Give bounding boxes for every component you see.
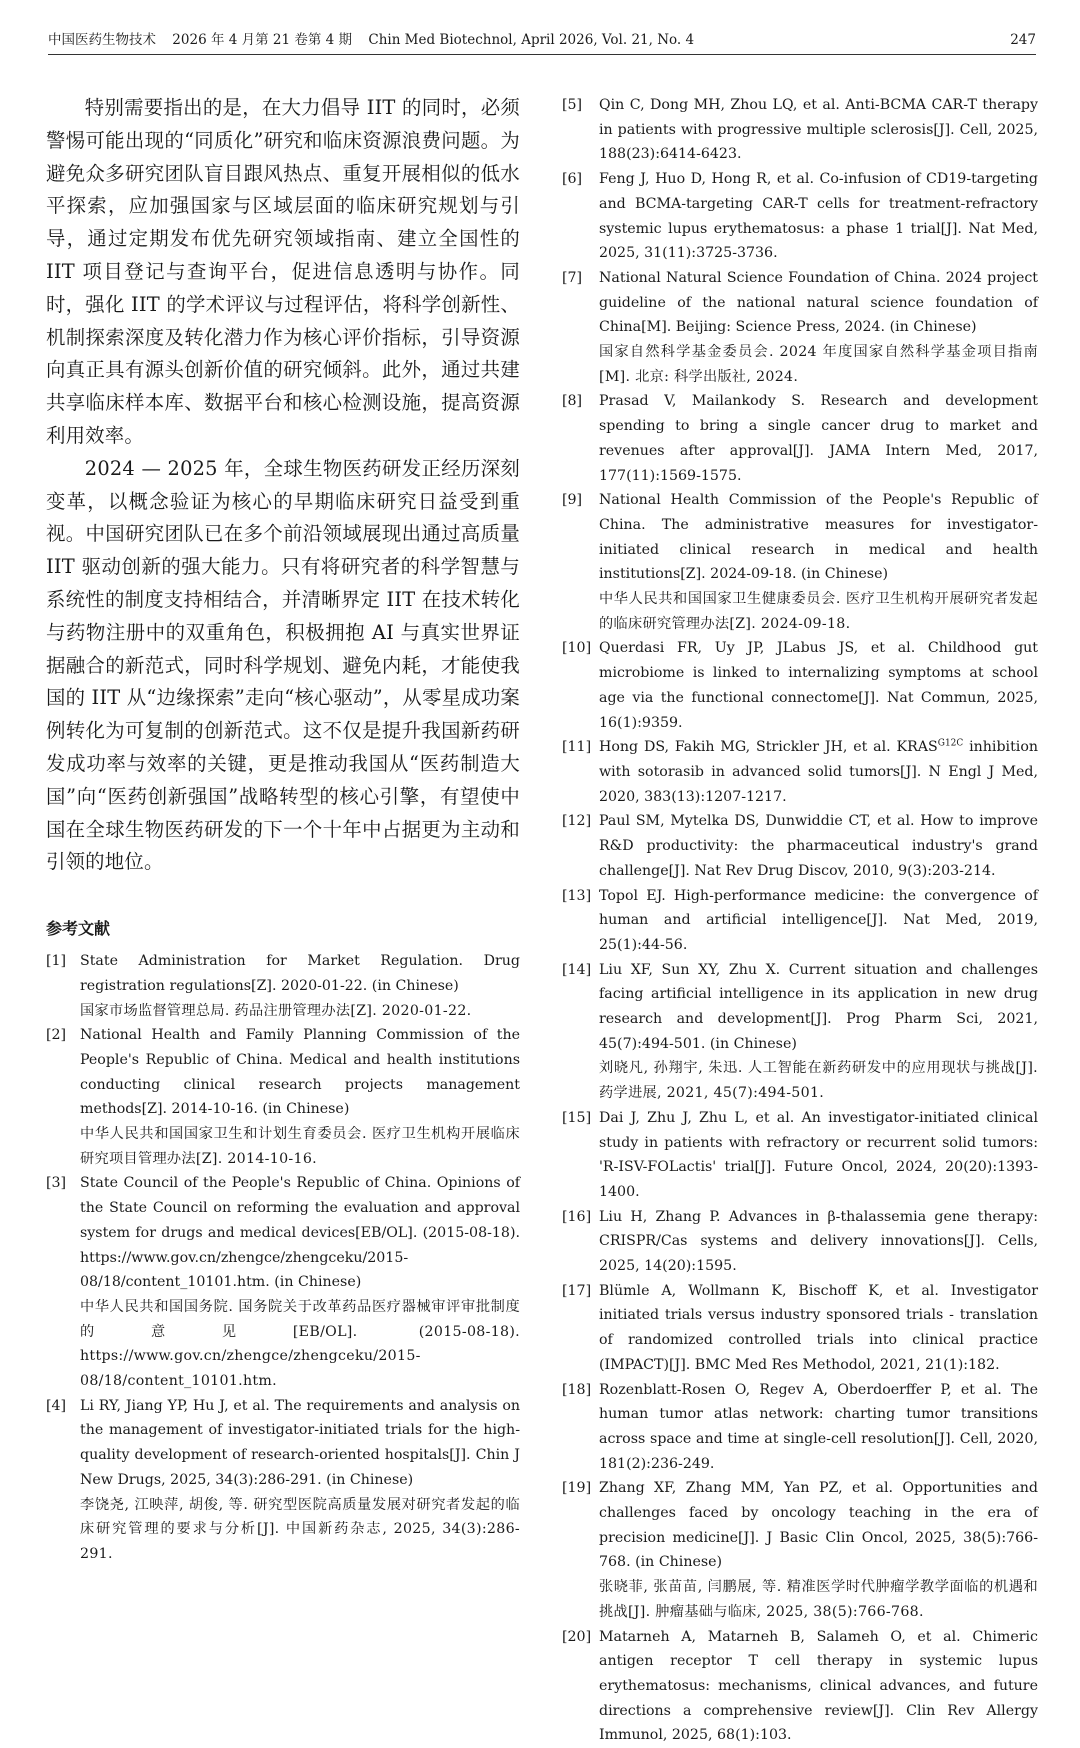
page-number: 247 <box>1010 32 1036 48</box>
reference-english: Matarneh A, Matarneh B, Salameh O, et al. Chimeric antigen receptor T cell therapy in systemic lupus erythematosus: mechanisms, clinical advances, and future directions a comprehensive review[J]. Clin Rev Allergy Immunol, 2025, 68(1):103. <box>599 1628 1038 1744</box>
reference-item <box>562 1279 1038 1378</box>
reference-number: [3] <box>46 1175 67 1192</box>
header-issue-cn: 2026 年 4 月第 21 卷第 4 期 <box>172 32 353 48</box>
reference-item <box>562 488 1038 636</box>
reference-item <box>562 1205 1038 1279</box>
reference-number: [11] <box>562 739 592 756</box>
reference-english: Topol EJ. High-performance medicine: the convergence of human and artificial intelligence[J]. Nat Med, 2019, 25(1):44-56. <box>599 887 1038 953</box>
reference-english: Prasad V, Mailankody S. Research and development spending to bring a single cancer drug to market and revenues after approval[J]. JAMA Intern Med, 2017, 177(11):1569-1575. <box>599 393 1038 484</box>
reference-item <box>562 1625 1038 1748</box>
reference-item <box>562 266 1038 390</box>
reference-text-before-sup: Hong DS, Fakih MG, Strickler JH, et al. KRAS <box>599 739 938 756</box>
reference-chinese: 刘晓凡, 孙翔宇, 朱迅. 人工智能在新药研发中的应用现状与挑战[J]. 药学进展, 2021, 45(7):494-501. <box>599 1060 1038 1102</box>
reference-english: Zhang XF, Zhang MM, Yan PZ, et al. Opportunities and challenges faced by oncology teaching in the era of precision medicine[J]. J Basic Clin Oncol, 2025, 38(5):766-768. (in Chinese) <box>599 1480 1038 1571</box>
reference-chinese: 张晓菲, 张苗苗, 闫鹏展, 等. 精准医学时代肿瘤学教学面临的机遇和挑战[J]. 肿瘤基础与临床, 2025, 38(5):766-768. <box>599 1579 1038 1620</box>
reference-english: National Health Commission of the People's Republic of China. The administrative measures for investigator-initiated clinical research in medical and health institutions[Z]. 2024-09-18. (in Chinese) <box>599 492 1038 583</box>
reference-number: [2] <box>46 1027 67 1044</box>
reference-text-after-sup: inhibition with sotorasib in advanced solid tumors[J]. N Engl J Med, 2020, 383(13):1207-1217. <box>599 739 1038 805</box>
header-journal-cn: 中国医药生物技术 <box>48 32 156 48</box>
reference-chinese: 国家市场监督管理总局. 药品注册管理办法[Z]. 2020-01-22. <box>80 1002 472 1019</box>
reference-english: Liu XF, Sun XY, Zhu X. Current situation and challenges facing artificial intelligence in its application in new drug research and development[J]. Prog Pharm Sci, 2021, 45(7):494-501. (in Chinese) <box>599 961 1038 1052</box>
reference-english: Liu H, Zhang P. Advances in β-thalassemia gene therapy: CRISPR/Cas systems and delivery innovations[J]. Cells, 2025, 14(20):1595. <box>599 1208 1038 1275</box>
reference-number: [12] <box>562 813 592 830</box>
reference-number: [17] <box>562 1282 592 1299</box>
reference-english: National Health and Family Planning Commission of the People's Republic of China. Medical and health institutions conducting clinical research projects management methods[Z]. 2014-10-16. (in Chinese) <box>80 1027 520 1118</box>
reference-item <box>46 1023 520 1171</box>
reference-number: [19] <box>562 1480 592 1497</box>
reference-item <box>562 1476 1038 1624</box>
right-column <box>562 93 1038 1748</box>
reference-item <box>46 1394 520 1567</box>
reference-english: State Administration for Market Regulation. Drug registration regulations[Z]. 2020-01-22. (in Chinese) <box>80 953 520 994</box>
reference-english: Querdasi FR, Uy JP, JLabus JS, et al. Childhood gut microbiome is linked to internalizing symptoms at school age via the functional connectome[J]. Nat Commun, 2025, 16(1):9359. <box>599 640 1038 731</box>
reference-chinese: 李饶尧, 江映萍, 胡俊, 等. 研究型医院高质量发展对研究者发起的临床研究管理的要求与分析[J]. 中国新药杂志, 2025, 34(3):286-291. <box>80 1496 520 1562</box>
reference-number: [13] <box>562 887 592 904</box>
reference-superscript: G12C <box>937 738 964 749</box>
reference-number: [20] <box>562 1628 592 1645</box>
reference-number: [8] <box>562 393 583 410</box>
reference-item <box>562 1106 1038 1205</box>
reference-english: Li RY, Jiang YP, Hu J, et al. The requirements and analysis on the management of investigator-initiated trials for the high-quality development of research-oriented hospitals[J]. Chin J New Drugs, 2025, 34(3):286-291. (in Chinese) <box>80 1397 520 1488</box>
reference-english: Rozenblatt-Rosen O, Regev A, Oberdoerffer P, et al. The human tumor atlas network: charting tumor transitions across space and time at single-cell resolution[J]. Cell, 2020, 181(2):236-249. <box>599 1381 1038 1472</box>
reference-list-left <box>46 949 520 1567</box>
references-heading: 参考文献 <box>46 919 111 939</box>
reference-english: National Natural Science Foundation of China. 2024 project guideline of the national natural science foundation of China[M]. Beijing: Science Press, 2024. (in Chinese) <box>599 269 1038 336</box>
reference-english: Blümle A, Wollmann K, Bischoff K, et al. Investigator initiated trials versus industry sponsored trials - translation of randomized controlled trials into clinical practice (IMPACT)[J]. BMC Med Res Methodol, 2021, 21(1):182. <box>599 1282 1038 1373</box>
reference-item <box>562 958 1038 1106</box>
reference-english: Paul SM, Mytelka DS, Dunwiddie CT, et al. How to improve R&D productivity: the pharmaceutical industry's grand challenge[J]. Nat Rev Drug Discov, 2010, 9(3):203-214. <box>599 813 1038 879</box>
reference-english <box>599 735 1038 809</box>
reference-number: [6] <box>562 171 583 188</box>
reference-item <box>562 735 1038 809</box>
reference-item <box>46 949 520 1023</box>
reference-item <box>46 1171 520 1393</box>
reference-number: [10] <box>562 640 592 657</box>
body-paragraph: 2024 — 2025 年，全球生物医药研发正经历深刻变革，以概念验证为核心的早期临床研究日益受到重视。中国研究团队已在多个前沿领域展现出通过高质量 IIT 驱动创新的强大能力。只有将研究者的科学智慧与系统性的制度支持相结合，并清晰界定 IIT 在技术转化与药物注册中的双重角色，积极拥抱 AI 与真实世界证据融合的新范式，同时科学规划、避免内耗，才能使我国的 IIT 从“边缘探索”走向“核心驱动”，从零星成功案例转化为可复制的创新范式。这不仅是提升我国新药研发成功率与效率的关键，更是推动我国从“医药制造大国”向“医药创新强国”战略转型的核心引擎，有望使中国在全球生物医药研发的下一个十年中占据更为主动和引领的地位。 <box>46 456 520 874</box>
header-journal-en: Chin Med Biotechnol, April 2026, Vol. 21, No. 4 <box>368 32 695 48</box>
body-paragraph: 特别需要指出的是，在大力倡导 IIT 的同时，必须警惕可能出现的“同质化”研究和临床资源浪费问题。为避免众多研究团队盲目跟风热点、重复开展相似的低水平探索，应加强国家与区域层面的临床研究规划与引导，通过定期发布优先研究领域指南、建立全国性的 IIT 项目登记与查询平台，促进信息透明与协作。同时，强化 IIT 的学术评议与过程评估，将科学创新性、机制探索深度及转化潜力作为核心评价指标，引导资源向真正具有源头创新价值的研究倾斜。此外，通过共建共享临床样本库、数据平台和核心检测设施，提高资源利用效率。 <box>46 96 520 447</box>
reference-english: Dai J, Zhu J, Zhu L, et al. An investigator-initiated clinical study in patients with refractory or recurrent solid tumors: 'R-ISV-FOLactis' trial[J]. Future Oncol, 2024, 20(20):1393-1400. <box>599 1109 1038 1200</box>
header-journal-info <box>48 30 694 50</box>
reference-item <box>562 884 1038 958</box>
reference-number: [16] <box>562 1208 592 1225</box>
left-column <box>46 92 520 1567</box>
reference-number: [1] <box>46 953 67 970</box>
reference-chinese: 中华人民共和国国家卫生和计划生育委员会. 医疗卫生机构开展临床研究项目管理办法[Z]. 2014-10-16. <box>80 1126 520 1167</box>
reference-chinese: 国家自然科学基金委员会. 2024 年度国家自然科学基金项目指南[M]. 北京: 科学出版社, 2024. <box>599 344 1038 385</box>
reference-number: [15] <box>562 1109 592 1126</box>
reference-english: State Council of the People's Republic of China. Opinions of the State Council on reforming the evaluation and approval system for drugs and medical devices[EB/OL]. (2015-08-18). https://www.gov.cn/zhengce/zhengceku/2015-08/18/content_10101.htm. (in Chinese) <box>80 1175 520 1291</box>
reference-number: [4] <box>46 1397 67 1414</box>
reference-item <box>562 389 1038 488</box>
reference-item <box>562 636 1038 735</box>
reference-english: Qin C, Dong MH, Zhou LQ, et al. Anti-BCMA CAR-T therapy in patients with progressive multiple sclerosis[J]. Cell, 2025, 188(23):6414-6423. <box>599 97 1038 163</box>
reference-number: [5] <box>562 97 583 113</box>
reference-english: Feng J, Huo D, Hong R, et al. Co-infusion of CD19-targeting and BCMA-targeting CAR-T cells for treatment-refractory systemic lupus erythematosus: a phase 1 trial[J]. Nat Med, 2025, 31(11):3725-3736. <box>599 171 1038 262</box>
reference-chinese: 中华人民共和国国家卫生健康委员会. 医疗卫生机构开展研究者发起的临床研究管理办法[Z]. 2024-09-18. <box>599 591 1038 632</box>
reference-item <box>562 93 1038 167</box>
reference-number: [18] <box>562 1381 592 1398</box>
reference-chinese: 中华人民共和国国务院. 国务院关于改革药品医疗器械审评审批制度的意见[EB/OL]. (2015-08-18). https://www.gov.cn/zhengce/zhengceku/2015-08/18/content_10101.htm. <box>80 1298 520 1390</box>
reference-item <box>562 1378 1038 1477</box>
reference-number: [9] <box>562 492 583 509</box>
reference-item <box>562 809 1038 883</box>
running-header <box>48 30 1036 55</box>
reference-number: [14] <box>562 961 592 978</box>
reference-item <box>562 167 1038 266</box>
reference-number: [7] <box>562 269 583 286</box>
reference-list-right <box>562 93 1038 1748</box>
